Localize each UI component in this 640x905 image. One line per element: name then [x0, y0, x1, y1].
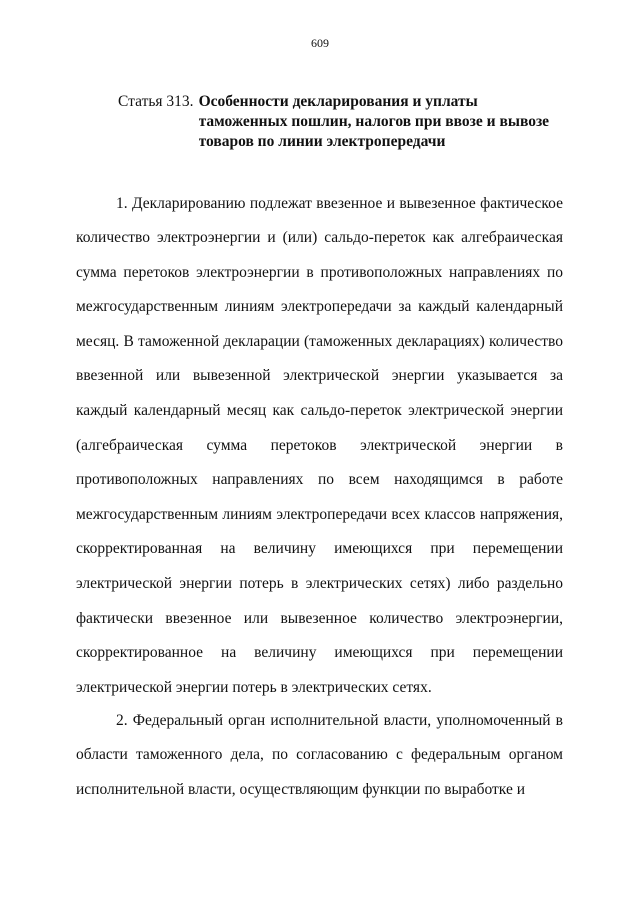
article-heading [118, 92, 588, 152]
article-title: Особенности декларирования и уплаты таможенных пошлин, налогов при ввозе и вывозе товаров по линии электропередачи [198, 93, 550, 150]
article-label: Статья 313. [118, 93, 194, 110]
paragraph-2: 2. Федеральный орган исполнительной власти, уполномоченный в области таможенного дела, по согласованию с федеральным органом исполнительной власти, осуществляющим функции по выработке и [76, 711, 563, 798]
paragraph-1: 1. Декларированию подлежат ввезенное и вывезенное фактическое количество электроэнергии и (или) сальдо-переток как алгебраическая сумма перетоков электроэнергии в противоположных направлениях по межгосударственным линиям электропередачи за каждый календарный месяц. В таможенной декларации (таможенных декларациях) количество ввезенной или вывезенной электрической энергии указывается за каждый календарный месяц как сальдо-переток электрической энергии (алгебраическая сумма перетоков электрической энергии в противоположных направлениях по всем находящимся в работе межгосударственным линиям электропередачи всех классов напряжения, скорректированная на величину имеющихся при перемещении электрической энергии потерь в электрических сетях) либо раздельно фактически ввезенное или вывезенное количество электроэнергии, скорректированное на величину имеющихся при перемещении электрической энергии потерь в электрических сетях. [76, 194, 563, 696]
page-number: 609 [311, 36, 329, 50]
